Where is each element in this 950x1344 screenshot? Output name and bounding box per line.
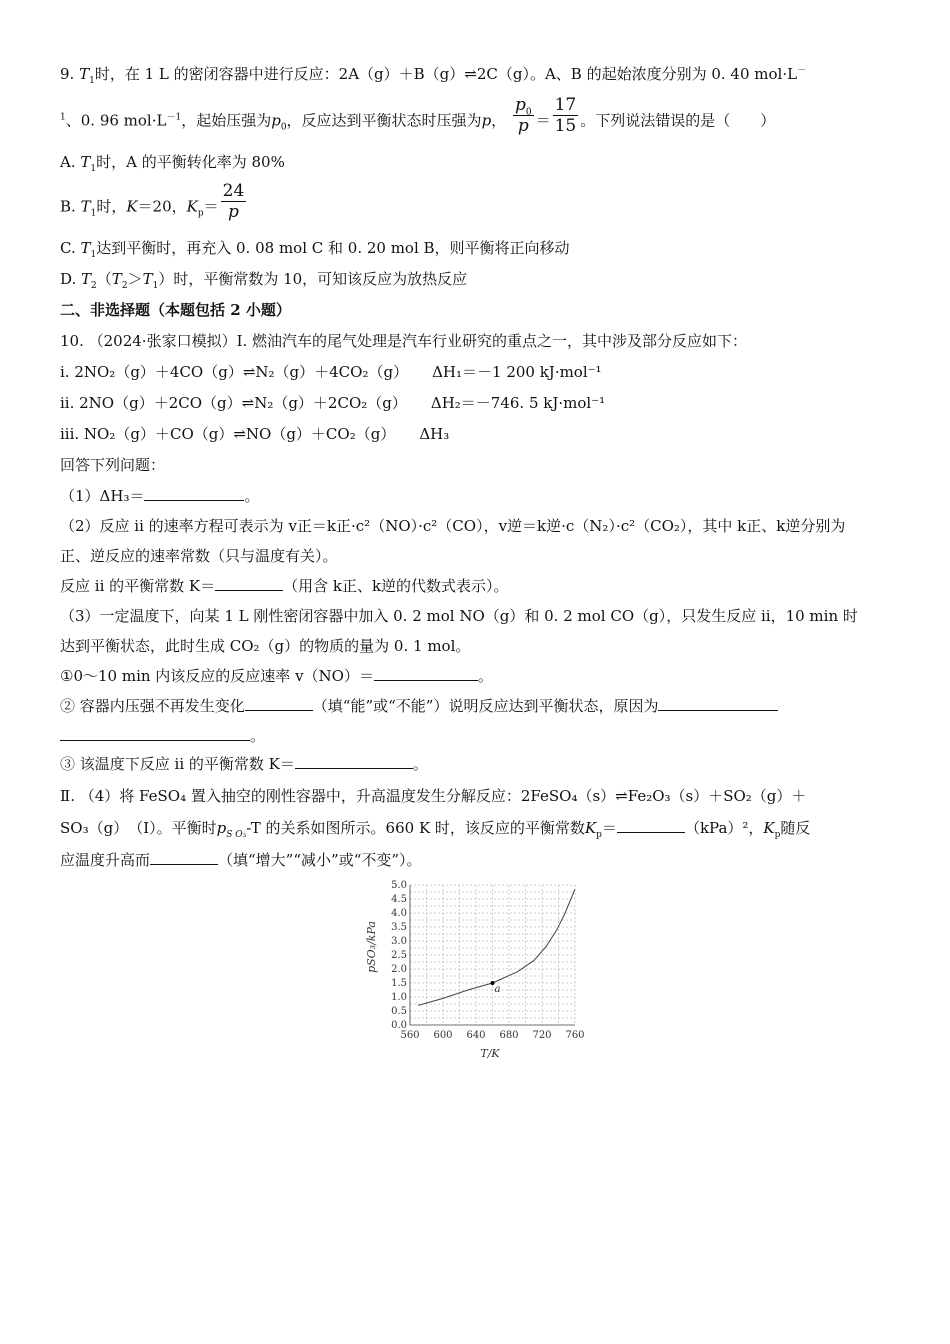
answer-blank[interactable] <box>617 818 685 833</box>
q10-part3-sub1: ①0～10 min 内该反应的反应速率 v（NO）＝ 。 <box>60 667 493 685</box>
q9-stem-line2: $^1$、0. 96 $mol\cdot L^{-1}$，起始压强为$p_0$，反应达到平衡状态时压强为p， $\frac{p_0}{p}$ ＝ $\frac{17}{15}$ 。下列说法错误的是（ ） <box>60 95 776 136</box>
answer-prompt: 回答下列问题： <box>60 456 166 474</box>
y-tick-label: 1.5 <box>391 978 407 989</box>
y-tick-label: 3.5 <box>391 922 407 933</box>
q10-part2-line3: 反应 ii 的平衡常数 K＝ （用含 k正、k逆的代数式表示）。 <box>60 577 509 595</box>
q10-part1: （1）ΔH₃＝ 。 <box>60 487 260 505</box>
answer-blank[interactable] <box>374 666 478 681</box>
x-tick-label: 600 <box>433 1030 453 1041</box>
q10-part2-line2: 正、逆反应的速率常数（只与温度有关）。 <box>60 547 338 565</box>
y-tick-label: 4.0 <box>391 908 407 919</box>
answer-blank[interactable] <box>144 486 244 501</box>
x-tick-label: 760 <box>565 1030 585 1041</box>
q10-part3-sub3: ③ 该温度下反应 ii 的平衡常数 K＝ 。 <box>60 755 428 773</box>
q9-stem-line1: 9. $T_1$时，在 1 L 的密闭容器中进行反应：2A（g）＋B（g）⇌2C（g）。A、B 的起始浓度分别为 0. 40 mol·L－ <box>60 65 807 86</box>
q10-part4-line2: SO₃（g） （Ⅰ）。平衡时$p_{S O_3}-T$ 的关系如图所示。660 K 时，该反应的平衡常数$K_p= (kPa)^2$，$K_p$随反 <box>60 819 811 840</box>
y-tick-label: 1.0 <box>391 992 407 1003</box>
q10-part4-line3: 应温度升高而 （填“增大”“减小”或“不变”）。 <box>60 851 422 869</box>
point-a-label: a <box>494 984 501 995</box>
x-axis-label: T/K <box>480 1047 500 1060</box>
x-tick-label: 640 <box>466 1030 486 1041</box>
q9-option-c: C. $T_1$达到平衡时，再充入 0. 08 mol C 和 0. 20 mol B，则平衡将正向移动 <box>60 239 570 260</box>
answer-blank[interactable] <box>245 696 313 711</box>
q10-part2-line1: （2）反应 ii 的速率方程可表示为 v正＝k正·c²（NO）·c²（CO），v逆＝k逆·c（N₂）·c²（CO₂），其中 k正、k逆分别为 <box>60 517 846 535</box>
q9-option-a: A. $T_1$时，A 的平衡转化率为 80% <box>60 153 285 174</box>
q9-option-b: B. $T_1$时，K＝20，$K_p=$ $\frac{24}{p}$ <box>60 181 245 222</box>
pso3-temperature-chart <box>355 875 595 1060</box>
q10-reaction-3: iii. NO₂（g）＋CO（g）⇌NO（g）＋CO₂（g） ΔH₃ <box>60 425 450 443</box>
x-tick-label: 560 <box>400 1030 420 1041</box>
y-tick-label: 3.0 <box>391 936 407 947</box>
answer-blank[interactable] <box>60 726 250 741</box>
q10-reaction-2: ii. 2NO（g）＋2CO（g）⇌N₂（g）＋2CO₂（g） ΔH₂＝－746. 5 kJ·mol⁻¹ <box>60 394 606 412</box>
section-heading: 二、非选择题（本题包括 2 小题） <box>60 301 291 319</box>
q10-reaction-1: i. 2NO₂（g）＋4CO（g）⇌N₂（g）＋4CO₂（g） ΔH₁＝－1 200 kJ·mol⁻¹ <box>60 363 602 381</box>
q10-intro: 10. （2024·张家口模拟）Ⅰ. 燃油汽车的尾气处理是汽车行业研究的重点之一，其中涉及部分反应如下： <box>60 332 748 350</box>
answer-blank[interactable] <box>150 850 218 865</box>
q10-part4-line1: Ⅱ. （4）将 FeSO₄ 置入抽空的刚性容器中，升高温度发生分解反应：2FeSO₄（s）⇌Fe₂O₃（s）＋SO₂（g）＋ <box>60 787 807 805</box>
q10-part3-sub2-cont: 。 <box>60 726 265 746</box>
q9-option-d: D. $T_2(T_2>T_1)$时，平衡常数为 10，可知该反应为放热反应 <box>60 270 468 291</box>
q10-part3-line2: 达到平衡状态，此时生成 CO₂（g）的物质的量为 0. 1 mol。 <box>60 637 471 655</box>
q10-part3-line1: （3）一定温度下，向某 1 L 刚性密闭容器中加入 0. 2 mol NO（g）和 0. 2 mol CO（g），只发生反应 ii，10 min 时 <box>60 607 858 625</box>
answer-blank[interactable] <box>295 754 413 769</box>
y-tick-label: 2.5 <box>391 950 407 961</box>
x-tick-label: 720 <box>532 1030 552 1041</box>
y-axis-label: pSO₃/kPa <box>365 921 378 973</box>
y-tick-label: 0.0 <box>391 1020 407 1031</box>
answer-blank[interactable] <box>658 696 778 711</box>
y-tick-label: 0.5 <box>391 1006 407 1017</box>
y-tick-label: 5.0 <box>391 880 407 891</box>
y-tick-label: 4.5 <box>391 894 407 905</box>
x-tick-label: 680 <box>499 1030 519 1041</box>
q10-part3-sub2: ② 容器内压强不再发生变化 （填“能”或“不能”）说明反应达到平衡状态，原因为 <box>60 696 778 716</box>
answer-blank[interactable] <box>215 576 283 591</box>
y-tick-label: 2.0 <box>391 964 407 975</box>
